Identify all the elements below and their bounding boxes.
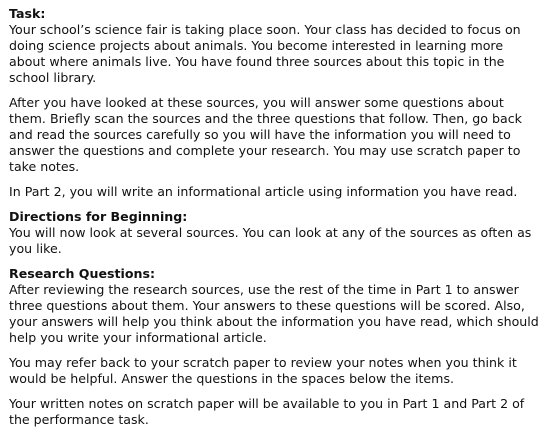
task-paragraph-1: Your school’s science fair is taking place soon. Your class has decided to focus on doing science projects about animals. You become interested in learning more about where animals live. You have found three sources about this topic in the school library. [9, 22, 521, 85]
directions-heading: Directions for Beginning: [9, 209, 188, 224]
directions-paragraph: You will now look at several sources. You can look at any of the sources as often as you like. [9, 225, 532, 256]
task-heading: Task: [9, 6, 46, 21]
research-paragraph-2: You may refer back to your scratch paper to review your notes when you think it would be helpful. Answer the questions in the spaces below the items. [9, 355, 517, 386]
task-section [9, 6, 542, 200]
research-paragraph-1: After reviewing the research sources, use the rest of the time in Part 1 to answer three questions about them. Your answers to these questions will be scored. Also, your answers will help you think about the information you have read, which should help you write your informational article. [9, 282, 539, 345]
directions-section [9, 209, 542, 257]
research-paragraph-3: Your written notes on scratch paper will be available to you in Part 1 and Part 2 of the performance task. [9, 396, 525, 427]
task-paragraph-3: In Part 2, you will write an informational article using information you have read. [9, 184, 518, 199]
research-questions-section [9, 266, 542, 428]
task-paragraph-2: After you have looked at these sources, you will answer some questions about them. Briefly scan the sources and the three questions that follow. Then, go back and read the sources carefully so you will have the information you will need to answer the questions and complete your research. You may use scratch paper to take notes. [9, 95, 522, 174]
research-questions-heading: Research Questions: [9, 266, 155, 281]
